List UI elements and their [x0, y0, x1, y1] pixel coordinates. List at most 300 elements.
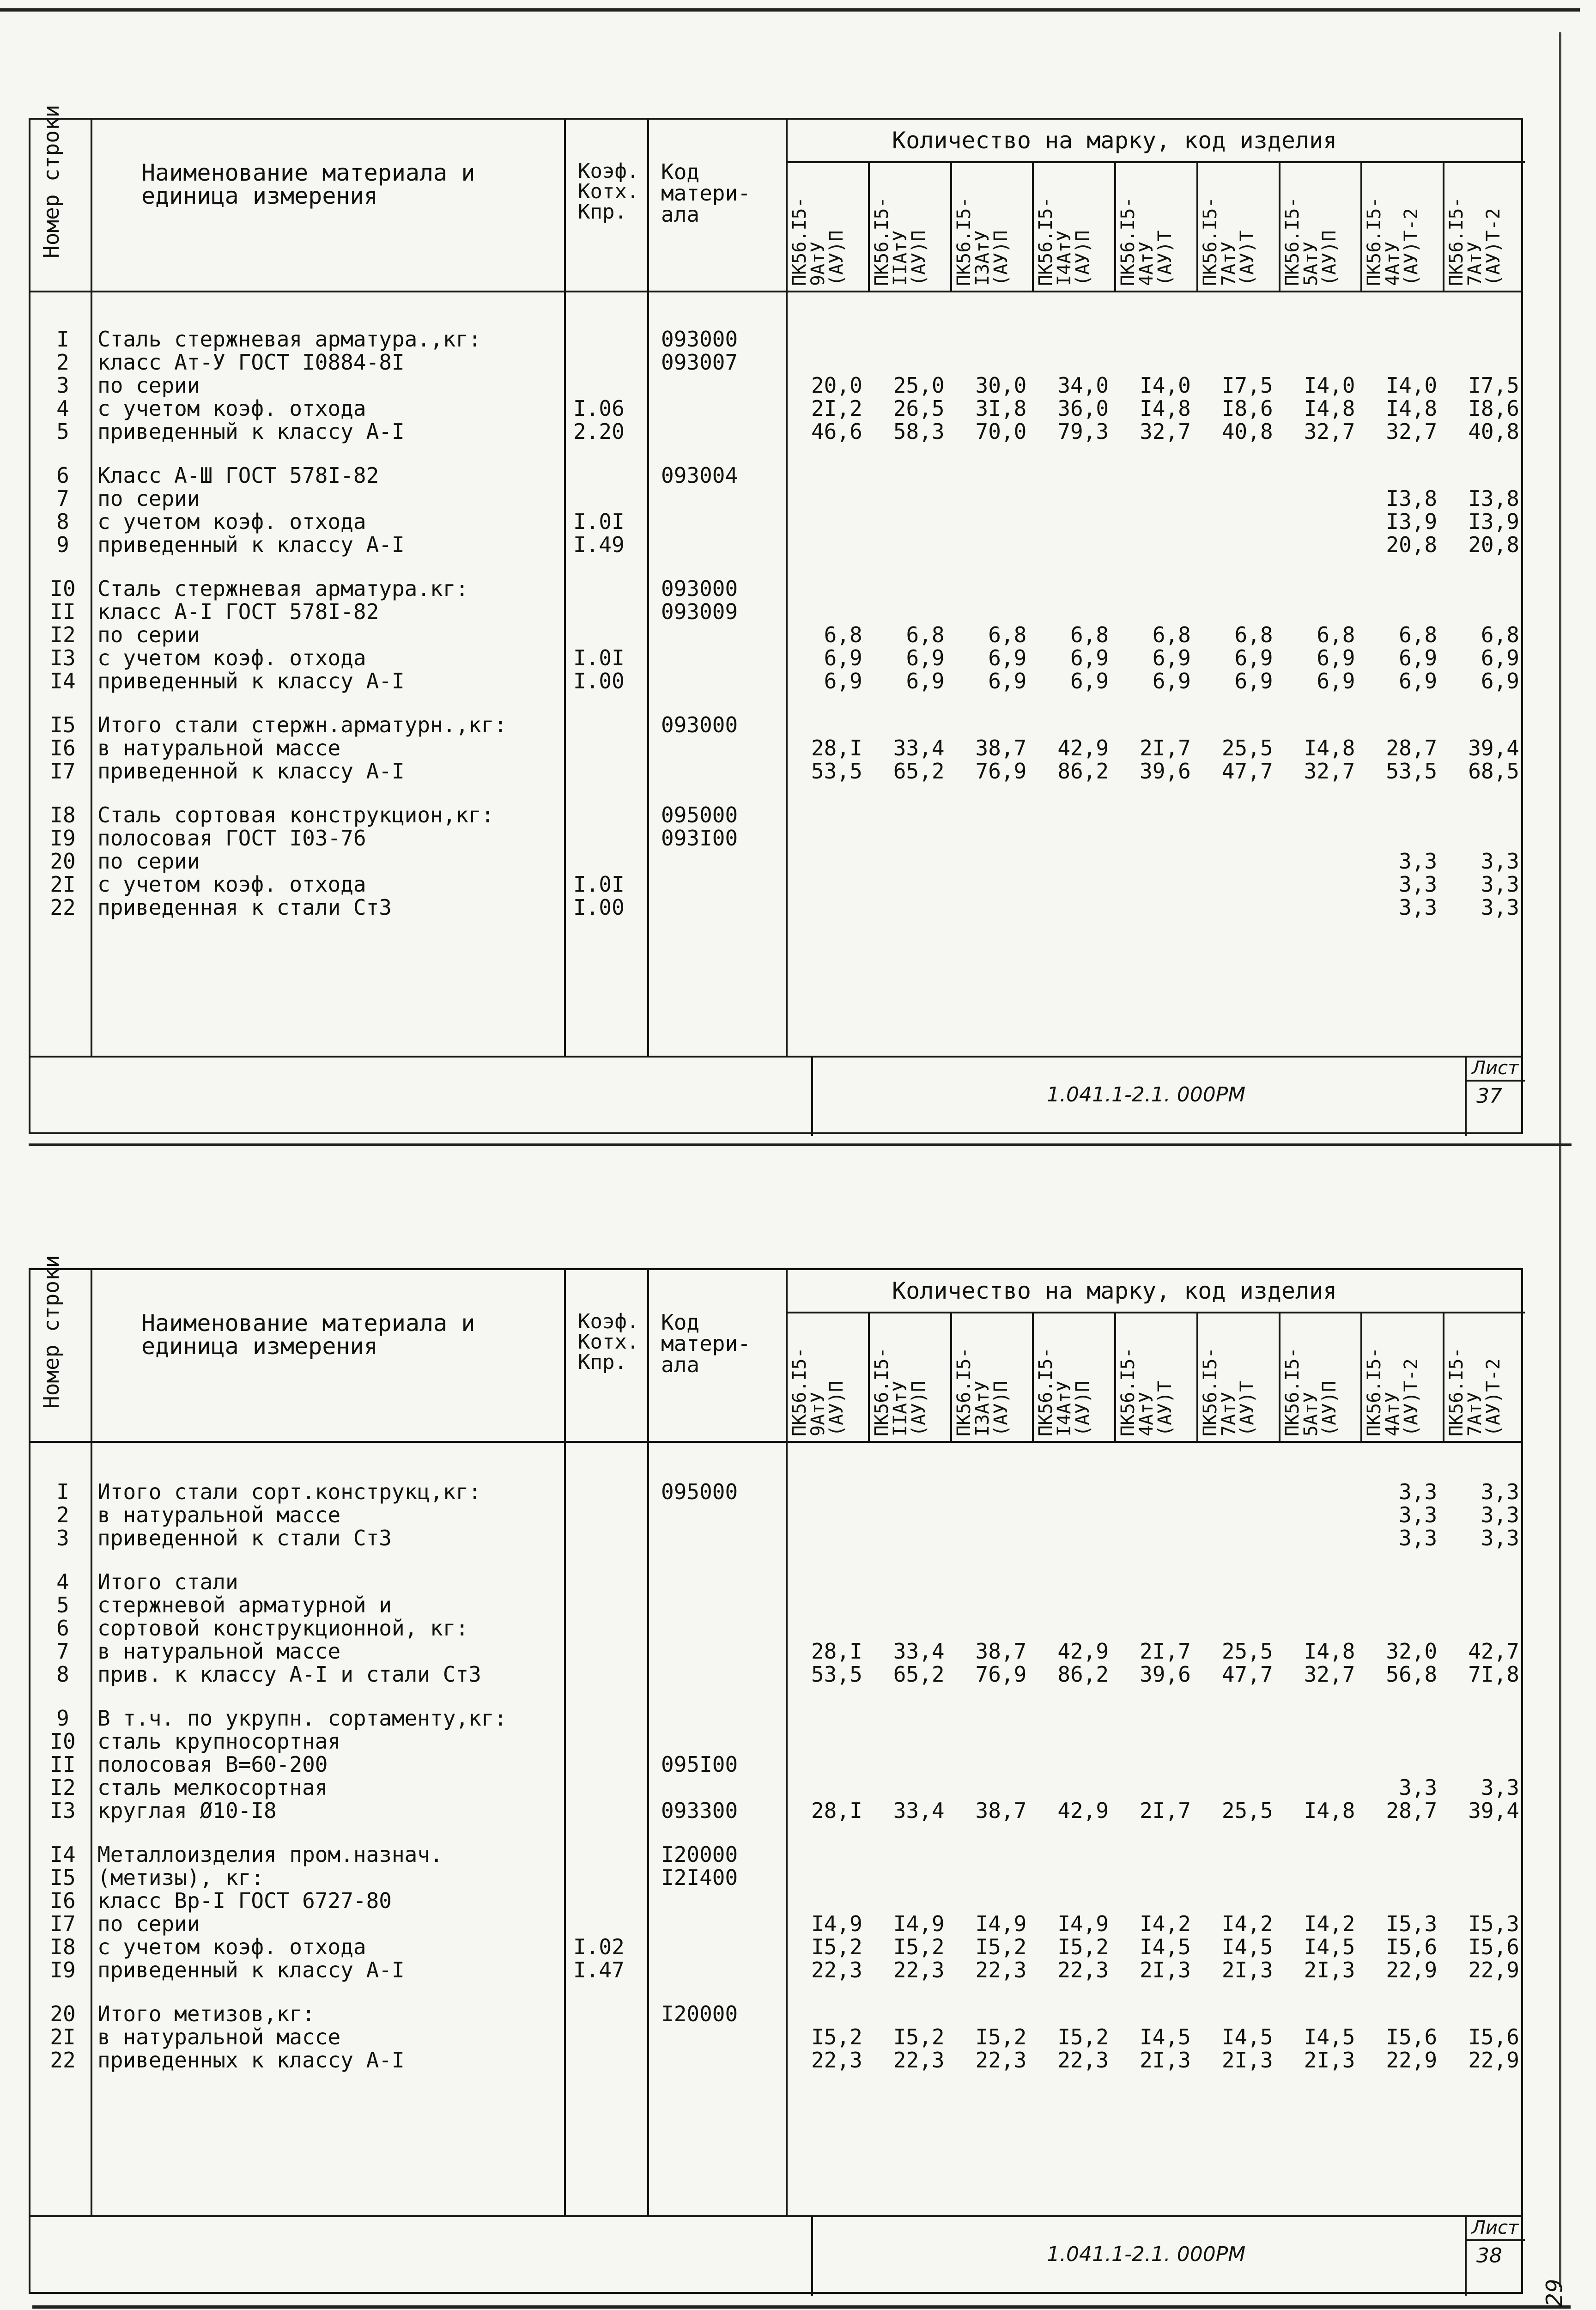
- row-quantity-value: I5,2: [1057, 1934, 1109, 1959]
- row-quantity-value: I4,2: [1221, 1911, 1273, 1936]
- row-number: I8: [50, 1934, 76, 1959]
- row-quantity-value: 86,2: [1057, 1662, 1109, 1687]
- row-quantity-value: 40,8: [1221, 419, 1273, 444]
- row-material-name: сортовой конструкционной, кг:: [97, 1616, 469, 1641]
- row-number: 6: [56, 1616, 69, 1641]
- row-number: 7: [56, 486, 69, 511]
- row-quantity-value: I5,3: [1468, 1911, 1519, 1936]
- row-number: I0: [50, 576, 76, 601]
- row-quantity-value: 65,2: [893, 759, 945, 784]
- row-coefficient: I.0I: [573, 645, 625, 670]
- row-quantity-value: 6,9: [1234, 645, 1273, 670]
- row-quantity-value: 38,7: [975, 1798, 1027, 1823]
- title-block: [30, 1056, 1521, 1136]
- row-material-name: приведенный к классу А-I: [97, 419, 405, 444]
- row-material-name: класс Вр-I ГОСТ 6727-80: [97, 1888, 392, 1913]
- row-number: 8: [56, 509, 69, 534]
- row-number: I7: [50, 1911, 76, 1936]
- sheet-label: Лист: [1472, 2217, 1519, 2238]
- row-quantity-value: 6,9: [1152, 669, 1191, 693]
- row-quantity-value: 2I,3: [1140, 1957, 1191, 1982]
- row-number: 8: [56, 1662, 69, 1687]
- row-number: II: [50, 1752, 76, 1777]
- row-quantity-value: 28,I: [811, 736, 862, 760]
- row-quantity-value: 6,8: [1234, 622, 1273, 647]
- mark-column-divider: [1279, 161, 1280, 291]
- row-number: I7: [50, 759, 76, 784]
- sheet-number: 38: [1476, 2244, 1502, 2267]
- row-material-name: с учетом коэф. отхода: [97, 1934, 366, 1959]
- row-material-code: I20000: [661, 1842, 738, 1867]
- row-quantity-value: 6,9: [988, 669, 1027, 693]
- row-quantity-value: 25,5: [1221, 1639, 1273, 1664]
- row-quantity-value: 20,8: [1386, 532, 1438, 557]
- row-material-name: с учетом коэф. отхода: [97, 872, 366, 897]
- mark-header: ПК56.I5- 4АтУ (АУ)Т-2: [1364, 197, 1422, 286]
- mark-header: ПК56.I5- I3АтУ (АУ)П: [953, 1347, 1012, 1436]
- bottom-border-line: [32, 2305, 1571, 2309]
- mark-header: ПК56.I5- I3АтУ (АУ)П: [953, 197, 1012, 286]
- row-quantity-value: 68,5: [1468, 759, 1519, 784]
- mark-header: ПК56.I5- 7АтУ (АУ)Т-2: [1446, 197, 1505, 286]
- row-quantity-value: 25,0: [893, 373, 945, 398]
- row-quantity-value: 58,3: [893, 419, 945, 444]
- row-quantity-value: I4,9: [1057, 1911, 1109, 1936]
- row-quantity-value: I3,8: [1468, 486, 1519, 511]
- row-quantity-value: 30,0: [975, 373, 1027, 398]
- row-quantity-value: I4,8: [1304, 1639, 1355, 1664]
- title-block-divider: [1465, 2217, 1467, 2296]
- row-quantity-value: 3I,8: [975, 396, 1027, 421]
- row-number: 5: [56, 419, 69, 444]
- row-quantity-value: I4,9: [975, 1911, 1027, 1936]
- row-quantity-value: I4,8: [1304, 396, 1355, 421]
- row-quantity-value: 6,9: [1481, 669, 1519, 693]
- row-material-name: приведенный к классу А-I: [97, 1957, 405, 1982]
- row-quantity-value: I4,8: [1304, 1798, 1355, 1823]
- row-quantity-value: 2I,3: [1221, 2048, 1273, 2073]
- row-quantity-value: 38,7: [975, 1639, 1027, 1664]
- header-row-number: Номер строки: [39, 104, 64, 258]
- row-material-code: 093I00: [661, 826, 738, 851]
- mark-column-divider: [868, 161, 870, 291]
- mark-column-divider: [1360, 1312, 1362, 1441]
- row-number: 20: [50, 2001, 76, 2026]
- row-quantity-value: 2I,3: [1221, 1957, 1273, 1982]
- row-number: 6: [56, 463, 69, 488]
- row-quantity-value: 22,3: [975, 2048, 1027, 2073]
- row-material-code: 093004: [661, 463, 738, 488]
- row-material-code: 093000: [661, 327, 738, 352]
- row-quantity-value: 39,4: [1468, 736, 1519, 760]
- header-bottom-border: [30, 1441, 1521, 1443]
- top-border-line: [0, 8, 1580, 12]
- row-quantity-value: I4,8: [1386, 396, 1438, 421]
- row-material-name: в натуральной массе: [97, 1639, 341, 1664]
- row-number: 9: [56, 532, 69, 557]
- row-material-name: приведенный к классу А-I: [97, 532, 405, 557]
- title-block-divider: [1465, 1058, 1467, 1136]
- mark-header: ПК56.I5- IIАтУ (АУ)П: [871, 1347, 929, 1436]
- row-quantity-value: 46,6: [811, 419, 862, 444]
- row-quantity-value: 36,0: [1057, 396, 1109, 421]
- row-material-name: в натуральной массе: [97, 736, 341, 760]
- row-quantity-value: I4,0: [1140, 373, 1191, 398]
- row-quantity-value: I5,6: [1386, 1934, 1438, 1959]
- row-quantity-value: 6,8: [1152, 622, 1191, 647]
- row-quantity-value: I4,8: [1140, 396, 1191, 421]
- page-separator-line: [29, 1143, 1572, 1146]
- row-quantity-value: 53,5: [811, 759, 862, 784]
- column-divider: [786, 1270, 788, 2217]
- mark-column-divider: [1196, 1312, 1198, 1441]
- row-quantity-value: 3,3: [1481, 895, 1519, 920]
- row-material-name: Сталь стержневая арматура.,кг:: [97, 327, 481, 352]
- column-divider: [564, 120, 566, 1058]
- row-material-name: сталь крупносортная: [97, 1729, 341, 1754]
- row-quantity-value: 6,9: [824, 669, 862, 693]
- row-quantity-value: I4,2: [1304, 1911, 1355, 1936]
- row-number: I0: [50, 1729, 76, 1754]
- row-quantity-value: I4,0: [1386, 373, 1438, 398]
- row-quantity-value: I5,2: [893, 1934, 945, 1959]
- row-material-name: полосовая ГОСТ I03-76: [97, 826, 366, 851]
- mark-column-divider: [868, 1312, 870, 1441]
- row-quantity-value: I4,0: [1304, 373, 1355, 398]
- row-quantity-value: I4,5: [1140, 2024, 1191, 2049]
- row-quantity-value: 33,4: [893, 1639, 945, 1664]
- row-quantity-value: I5,6: [1468, 2024, 1519, 2049]
- right-border-line: [1559, 32, 1561, 2287]
- row-quantity-value: 6,9: [1070, 645, 1109, 670]
- row-quantity-value: I5,3: [1386, 1911, 1438, 1936]
- row-number: I4: [50, 1842, 76, 1867]
- row-quantity-value: 39,4: [1468, 1798, 1519, 1823]
- row-quantity-value: 2I,3: [1304, 2048, 1355, 2073]
- column-divider: [647, 120, 649, 1058]
- row-number: 22: [50, 895, 76, 920]
- row-quantity-value: 2I,2: [811, 396, 862, 421]
- mark-column-divider: [1360, 161, 1362, 291]
- row-quantity-value: 28,I: [811, 1639, 862, 1664]
- column-divider: [647, 1270, 649, 2217]
- row-quantity-value: 32,7: [1140, 419, 1191, 444]
- row-quantity-value: 32,7: [1386, 419, 1438, 444]
- sheet-37: [29, 104, 1523, 1134]
- row-material-name: (метизы), кг:: [97, 1865, 264, 1890]
- row-quantity-value: I4,5: [1304, 1934, 1355, 1959]
- mark-header: ПК56.I5- 9АтУ (АУ)П: [789, 197, 847, 286]
- mark-header: ПК56.I5- 7АтУ (АУ)Т: [1199, 1347, 1258, 1436]
- mark-header: ПК56.I5- 7АтУ (АУ)Т-2: [1446, 1347, 1505, 1436]
- row-quantity-value: 22,3: [811, 2048, 862, 2073]
- row-material-name: с учетом коэф. отхода: [97, 645, 366, 670]
- row-quantity-value: 3,3: [1481, 1479, 1519, 1504]
- row-quantity-value: I8,6: [1221, 396, 1273, 421]
- sheet-38: [29, 1255, 1523, 2294]
- row-quantity-value: 3,3: [1399, 872, 1438, 897]
- row-quantity-value: 3,3: [1399, 1775, 1438, 1800]
- row-number: 4: [56, 1569, 69, 1594]
- mark-column-divider: [1443, 1312, 1444, 1441]
- row-material-name: Металлоизделия пром.назнач.: [97, 1842, 443, 1867]
- mark-header: ПК56.I5- 4АтУ (АУ)Т: [1117, 197, 1176, 286]
- row-quantity-value: 6,9: [988, 645, 1027, 670]
- row-quantity-value: 32,7: [1304, 759, 1355, 784]
- row-quantity-value: 47,7: [1221, 1662, 1273, 1687]
- row-number: 7: [56, 1639, 69, 1664]
- row-quantity-value: I4,5: [1221, 1934, 1273, 1959]
- row-number: 2I: [50, 2024, 76, 2049]
- row-quantity-value: I5,2: [1057, 2024, 1109, 2049]
- row-material-name: Итого стали: [97, 1569, 238, 1594]
- row-number: I6: [50, 1888, 76, 1913]
- row-quantity-value: I3,8: [1386, 486, 1438, 511]
- row-quantity-value: I7,5: [1468, 373, 1519, 398]
- row-material-code: 095000: [661, 1479, 738, 1504]
- row-material-name: по серии: [97, 849, 200, 874]
- row-quantity-value: 2I,3: [1304, 1957, 1355, 1982]
- row-number: 3: [56, 1526, 69, 1550]
- row-quantity-value: 42,9: [1057, 1639, 1109, 1664]
- row-quantity-value: 6,9: [1399, 645, 1438, 670]
- row-quantity-value: 6,9: [1234, 669, 1273, 693]
- row-material-name: класс Ат-У ГОСТ I0884-8I: [97, 350, 405, 375]
- row-quantity-value: 20,8: [1468, 532, 1519, 557]
- row-quantity-value: 6,9: [1070, 669, 1109, 693]
- header-bottom-border: [30, 291, 1521, 292]
- row-coefficient: I.0I: [573, 872, 625, 897]
- row-quantity-value: 6,9: [1399, 669, 1438, 693]
- header-material: Наименование материала и единица измерения: [141, 159, 475, 209]
- mark-header: ПК56.I5- IIАтУ (АУ)П: [871, 197, 929, 286]
- row-quantity-value: 22,3: [1057, 2048, 1109, 2073]
- row-material-code: I2I400: [661, 1865, 738, 1890]
- row-quantity-value: 2I,7: [1140, 1639, 1191, 1664]
- row-quantity-value: 22,9: [1386, 2048, 1438, 2073]
- row-quantity-value: 3,3: [1399, 1479, 1438, 1504]
- row-coefficient: I.06: [573, 396, 625, 421]
- row-material-code: 095I00: [661, 1752, 738, 1777]
- row-quantity-value: 53,5: [811, 1662, 862, 1687]
- row-quantity-value: I7,5: [1221, 373, 1273, 398]
- header-material-code: Код матери- ала: [661, 159, 751, 227]
- row-quantity-value: 6,8: [1317, 622, 1355, 647]
- row-number: I9: [50, 1957, 76, 1982]
- row-quantity-value: 70,0: [975, 419, 1027, 444]
- mark-header: ПК56.I5- 4АтУ (АУ)Т-2: [1364, 1347, 1422, 1436]
- row-quantity-value: 6,9: [906, 669, 945, 693]
- row-quantity-value: 2I,3: [1140, 2048, 1191, 2073]
- row-quantity-value: 6,8: [906, 622, 945, 647]
- row-number: 3: [56, 373, 69, 398]
- column-divider: [786, 120, 788, 1058]
- row-coefficient: 2.20: [573, 419, 625, 444]
- row-quantity-value: 28,7: [1386, 1798, 1438, 1823]
- row-quantity-value: 3,3: [1399, 849, 1438, 874]
- row-quantity-value: 32,7: [1304, 1662, 1355, 1687]
- row-number: 22: [50, 2048, 76, 2073]
- row-number: 2: [56, 1502, 69, 1527]
- row-quantity-value: 42,9: [1057, 1798, 1109, 1823]
- mark-column-divider: [1032, 1312, 1034, 1441]
- row-quantity-value: 3,3: [1481, 872, 1519, 897]
- row-material-name: с учетом коэф. отхода: [97, 509, 366, 534]
- sheet-number: 37: [1476, 1084, 1502, 1108]
- row-number: 20: [50, 849, 76, 874]
- row-quantity-value: 3,3: [1481, 1502, 1519, 1527]
- mark-column-divider: [950, 161, 952, 291]
- row-quantity-value: 3,3: [1399, 895, 1438, 920]
- document-code: 1.041.1-2.1. 000РМ: [1047, 1083, 1246, 1106]
- row-quantity-value: I5,2: [811, 2024, 862, 2049]
- row-material-name: приведенной к стали Ст3: [97, 1526, 392, 1550]
- mark-header: ПК56.I5- 4АтУ (АУ)Т: [1117, 1347, 1176, 1436]
- header-quantity-title: Количество на марку, код изделия: [892, 127, 1337, 154]
- row-quantity-value: 25,5: [1221, 736, 1273, 760]
- row-quantity-value: 20,0: [811, 373, 862, 398]
- mark-column-divider: [1114, 161, 1116, 291]
- mark-header: ПК56.I5- I4АтУ (АУ)П: [1035, 197, 1094, 286]
- row-quantity-value: I5,6: [1386, 2024, 1438, 2049]
- row-quantity-value: 32,0: [1386, 1639, 1438, 1664]
- row-quantity-value: 2I,7: [1140, 1798, 1191, 1823]
- row-number: 9: [56, 1706, 69, 1731]
- mark-header: ПК56.I5- I4АтУ (АУ)П: [1035, 1347, 1094, 1436]
- row-quantity-value: 22,9: [1386, 1957, 1438, 1982]
- header-coefficient: Коэф. Котх. Кпр.: [578, 1310, 639, 1374]
- mark-column-divider: [1279, 1312, 1280, 1441]
- row-material-name: класс А-I ГОСТ 578I-82: [97, 599, 379, 624]
- row-material-code: 093000: [661, 576, 738, 601]
- row-number: I3: [50, 645, 76, 670]
- row-quantity-value: 3,3: [1399, 1526, 1438, 1550]
- row-quantity-value: I4,5: [1140, 1934, 1191, 1959]
- row-quantity-value: 40,8: [1468, 419, 1519, 444]
- mark-column-divider: [1032, 161, 1034, 291]
- row-quantity-value: 6,9: [1317, 645, 1355, 670]
- mark-header: ПК56.I5- 5АтУ (АУ)П: [1281, 1347, 1340, 1436]
- row-quantity-value: 22,9: [1468, 2048, 1519, 2073]
- row-number: 2I: [50, 872, 76, 897]
- row-quantity-value: 25,5: [1221, 1798, 1273, 1823]
- title-block-divider: [1465, 1080, 1525, 1082]
- row-quantity-value: I4,5: [1304, 2024, 1355, 2049]
- row-quantity-value: 39,6: [1140, 1662, 1191, 1687]
- row-quantity-value: I5,2: [975, 2024, 1027, 2049]
- row-quantity-value: I5,2: [975, 1934, 1027, 1959]
- column-divider: [564, 1270, 566, 2217]
- row-quantity-value: I3,9: [1468, 509, 1519, 534]
- row-quantity-value: 65,2: [893, 1662, 945, 1687]
- row-quantity-value: I4,8: [1304, 736, 1355, 760]
- row-material-name: В т.ч. по укрупн. сортаменту,кг:: [97, 1706, 507, 1731]
- title-block-divider: [1465, 2239, 1525, 2241]
- row-quantity-value: 42,9: [1057, 736, 1109, 760]
- row-material-name: полосовая В=60-200: [97, 1752, 328, 1777]
- row-quantity-value: 6,9: [824, 645, 862, 670]
- row-quantity-value: I5,6: [1468, 1934, 1519, 1959]
- row-coefficient: I.47: [573, 1957, 625, 1982]
- row-material-name: по серии: [97, 622, 200, 647]
- row-number: I6: [50, 736, 76, 760]
- row-quantity-value: I3,9: [1386, 509, 1438, 534]
- margin-page-number: 29: [1541, 2279, 1568, 2307]
- row-quantity-value: 56,8: [1386, 1662, 1438, 1687]
- row-material-name: Итого стали сорт.конструкц,кг:: [97, 1479, 481, 1504]
- row-quantity-value: 22,3: [1057, 1957, 1109, 1982]
- row-quantity-value: 6,8: [824, 622, 862, 647]
- row-quantity-value: 33,4: [893, 1798, 945, 1823]
- row-material-name: приведенной к классу А-I: [97, 759, 405, 784]
- row-quantity-value: I5,2: [893, 2024, 945, 2049]
- row-material-code: 095000: [661, 802, 738, 827]
- row-material-name: Сталь сортовая конструкцион,кг:: [97, 802, 494, 827]
- row-number: I2: [50, 622, 76, 647]
- header-quantity-title: Количество на марку, код изделия: [892, 1277, 1337, 1304]
- row-material-name: Сталь стержневая арматура.кг:: [97, 576, 469, 601]
- mark-column-divider: [950, 1312, 952, 1441]
- mark-column-divider: [1196, 161, 1198, 291]
- row-quantity-value: 22,3: [893, 2048, 945, 2073]
- row-material-name: приведенный к классу А-I: [97, 669, 405, 693]
- mark-header: ПК56.I5- 5АтУ (АУ)П: [1281, 197, 1340, 286]
- row-quantity-value: 86,2: [1057, 759, 1109, 784]
- row-coefficient: I.49: [573, 532, 625, 557]
- row-quantity-value: 22,3: [975, 1957, 1027, 1982]
- row-quantity-value: 22,9: [1468, 1957, 1519, 1982]
- row-material-code: 093300: [661, 1798, 738, 1823]
- row-material-name: с учетом коэф. отхода: [97, 396, 366, 421]
- row-material-name: круглая Ø10-I8: [97, 1798, 277, 1823]
- row-quantity-value: 6,8: [988, 622, 1027, 647]
- row-material-name: в натуральной массе: [97, 2024, 341, 2049]
- row-quantity-value: 33,4: [893, 736, 945, 760]
- row-material-code: I20000: [661, 2001, 738, 2026]
- row-quantity-value: 22,3: [893, 1957, 945, 1982]
- title-block-divider: [811, 2217, 813, 2296]
- row-material-name: прив. к классу А-I и стали Ст3: [97, 1662, 481, 1687]
- row-quantity-value: 6,9: [1152, 645, 1191, 670]
- row-quantity-value: 3,3: [1481, 1526, 1519, 1550]
- row-quantity-value: 39,6: [1140, 759, 1191, 784]
- sheet-label: Лист: [1472, 1058, 1519, 1079]
- row-number: I3: [50, 1798, 76, 1823]
- row-number: I2: [50, 1775, 76, 1800]
- title-block-divider: [811, 1058, 813, 1136]
- row-quantity-value: 47,7: [1221, 759, 1273, 784]
- header-row-number: Номер строки: [39, 1255, 64, 1409]
- row-quantity-value: 3,3: [1399, 1502, 1438, 1527]
- row-quantity-value: 6,9: [906, 645, 945, 670]
- mark-header: ПК56.I5- 9АтУ (АУ)П: [789, 1347, 847, 1436]
- row-quantity-value: 2I,7: [1140, 736, 1191, 760]
- row-number: 5: [56, 1593, 69, 1617]
- row-material-name: стержневой арматурной и: [97, 1593, 392, 1617]
- row-material-name: Итого стали стержн.арматурн.,кг:: [97, 712, 507, 737]
- row-quantity-value: 6,9: [1317, 669, 1355, 693]
- row-number: I: [56, 1479, 69, 1504]
- row-quantity-value: 6,8: [1070, 622, 1109, 647]
- row-number: I5: [50, 1865, 76, 1890]
- row-quantity-value: 3,3: [1481, 1775, 1519, 1800]
- row-material-name: приведенная к стали Ст3: [97, 895, 392, 920]
- row-quantity-value: I4,2: [1140, 1911, 1191, 1936]
- row-number: II: [50, 599, 76, 624]
- row-quantity-value: 6,8: [1481, 622, 1519, 647]
- row-number: I9: [50, 826, 76, 851]
- row-quantity-value: 6,9: [1481, 645, 1519, 670]
